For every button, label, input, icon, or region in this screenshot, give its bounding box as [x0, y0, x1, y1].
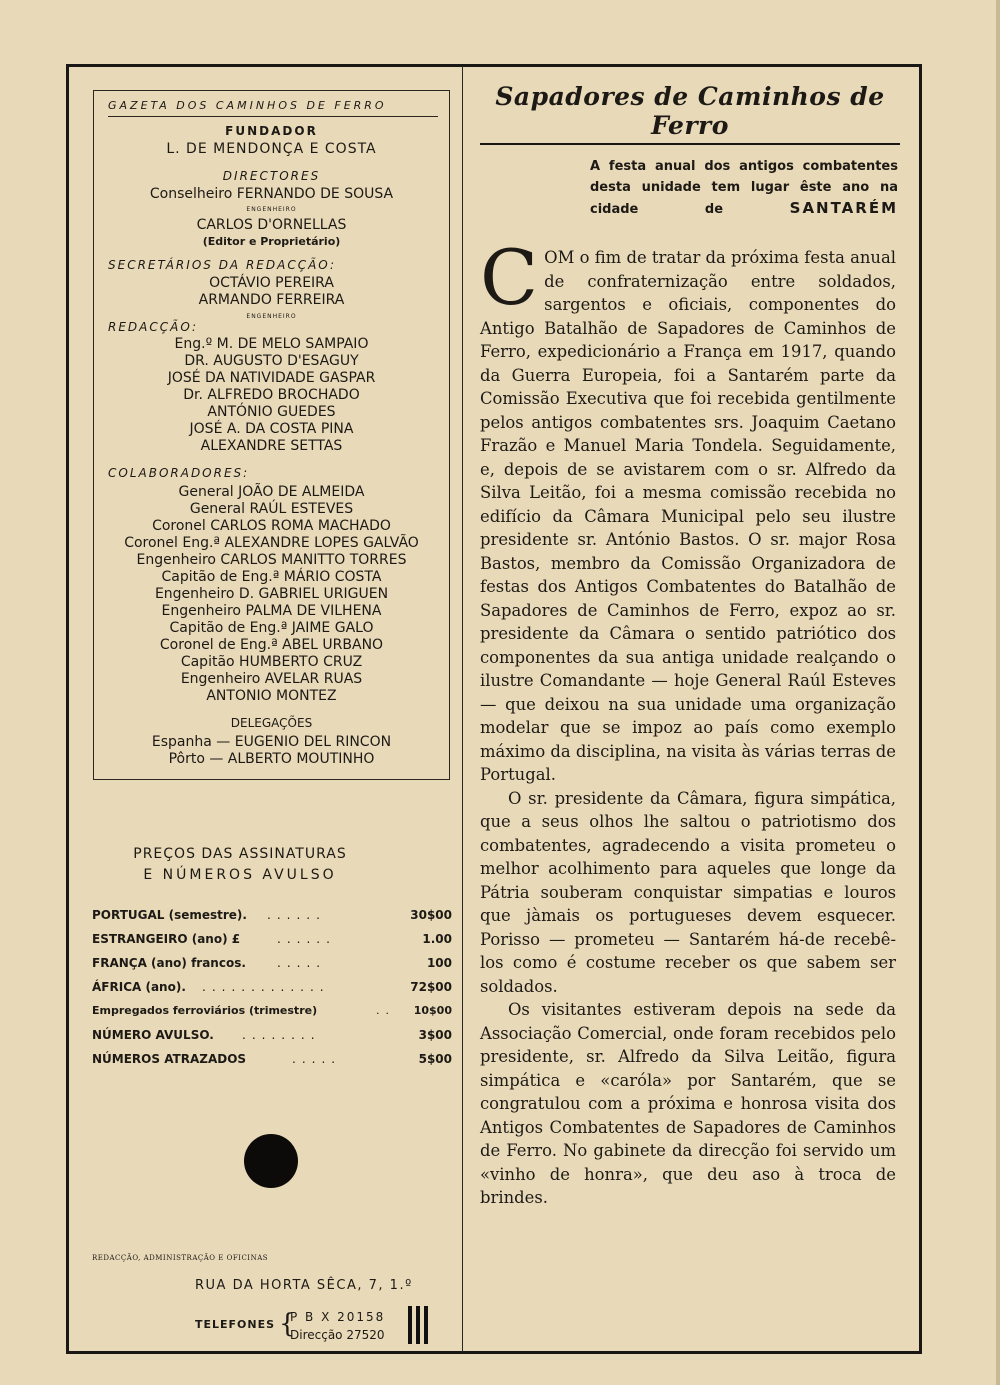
article-title: Sapadores de Caminhos de Ferro [480, 82, 900, 145]
subhead-text: A festa anual dos antigos combatentes desta unidade tem lugar êste ano na cidade de [590, 159, 898, 217]
article-subhead [590, 156, 898, 220]
round-ornament [244, 1134, 298, 1188]
telefones-label: TELEFONES [195, 1318, 276, 1331]
colaborador: Coronel de Eng.ª ABEL URBANO [159, 637, 384, 653]
phone-pbx: P B X 20158 [290, 1310, 386, 1324]
price-row [92, 956, 452, 974]
paragraph-text: OM o fim de tratar da próxima festa anual de confraternização entre soldados, sargentos e oficiais, componentes do Antigo Batalhão de Sapadores de Caminhos de Ferro, expedicionário a França em 1917, quando da Guerra Europeia, foi a Santarém parte da Comissão Executiva que foi recebida gentilmente pelos antigos combatentes srs. Joaquim Caetano Frazão e Manuel Maria Tondela. Seguidamente, e, depois de se avistarem com o sr. Alfredo da Silva Leitão, foi a mesma comissão recebida no edifício da Câmara Municipal pelo seu ilustre presidente sr. António Bastos. O sr. major Rosa Bastos, membro da Comissão Organizadora de festas dos Antigos Combatentes do Batalhão de Sapadores de Caminhos de Ferro, expoz ao sr. presidente da Câmara o sentido patriótico dos componentes da sua antiga unidade realçando o ilustre Comandante — hoje General Raúl Esteves — que deixou na sua unidade uma organização modelar que se impoz ao país como exemplo máximo da disciplina, na visita às várias terras de Portugal. [480, 248, 896, 784]
price-row [92, 932, 452, 950]
director-2: CARLOS D'ORNELLAS [196, 217, 347, 233]
fundador-name: L. DE MENDONÇA E COSTA [166, 141, 377, 157]
masthead-box [93, 90, 450, 780]
colaboradores-head: COLABORADORES: [108, 466, 250, 480]
page-edge [996, 0, 1000, 1385]
price-value: 30$00 [410, 908, 452, 922]
redaccao-member: Dr. ALFREDO BROCHADO [183, 387, 360, 403]
price-value: 1.00 [422, 932, 452, 946]
article-paragraph-3: Os visitantes estiveram depois na sede da Associação Comercial, onde foram recebidos pelo presidente, sr. Alfredo da Silva Leitão, figura simpática e «caróla» por Santarém, que se congratulou com a próxima e honrosa visita dos Antigos Combatentes de Sapadores de Caminhos de Ferro. No gabinete da direcção foi servido um «vinho de honra», que deu aso à troca de brindes. [480, 1000, 896, 1207]
price-label: PORTUGAL (semestre). [92, 908, 247, 922]
colaborador: Engenheiro D. GABRIEL URIGUEN [154, 586, 389, 602]
price-label: NÚMEROS ATRAZADOS [92, 1052, 247, 1066]
price-row [92, 1028, 452, 1046]
column-divider [462, 66, 463, 1352]
price-value: 3$00 [418, 1028, 452, 1042]
dot-leader: ............. [202, 980, 330, 994]
article-paragraph-1 [480, 233, 896, 787]
redaccao-head: REDACÇÃO: [108, 320, 199, 334]
price-row [92, 980, 452, 998]
colaborador: Engenheiro AVELAR RUAS [180, 671, 363, 687]
colaborador: General JOÃO DE ALMEIDA [178, 484, 365, 500]
drop-cap: C [480, 233, 539, 322]
phone-lines [290, 1308, 385, 1344]
price-label: ÁFRICA (ano). [92, 980, 186, 994]
gazeta-title: GAZETA DOS CAMINHOS DE FERRO [108, 97, 438, 117]
article-paragraph-2: O sr. presidente da Câmara, figura simpática, que a seus olhos lhe saltou o patriotismo dos combatentes, agradecendo a visita prometeu o melhor acolhimento para aqueles que longe da Pátria souberam conquistar simpatias e louros que jàmais os portugueses devem esquecer. Porisso — prometeu — Santarém há-de recebê-los como é costume receber os que sabem ser soldados. [480, 788, 896, 996]
dot-leader: ..... [292, 1052, 342, 1066]
delegacao-2: Pôrto — ALBERTO MOUTINHO [168, 751, 375, 767]
colaborador: Capitão HUMBERTO CRUZ [180, 654, 363, 670]
colaborador: Coronel CARLOS ROMA MACHADO [152, 518, 391, 534]
redaccao-address-label: REDACÇÃO, ADMINISTRAÇÃO E OFICINAS [92, 1254, 269, 1262]
price-value: 10$00 [413, 1004, 452, 1017]
dot-leader: ...... [277, 932, 336, 946]
colaborador: General RAÚL ESTEVES [189, 501, 354, 517]
redaccao-member: DR. AUGUSTO D'ESAGUY [184, 353, 359, 369]
price-label: FRANÇA (ano) francos. [92, 956, 246, 970]
price-row [92, 908, 452, 926]
price-label: NÚMERO AVULSO. [92, 1028, 214, 1042]
colaborador: Capitão de Eng.ª MÁRIO COSTA [161, 569, 382, 585]
price-label: ESTRANGEIRO (ano) £ [92, 932, 241, 946]
colaborador: Coronel Eng.ª ALEXANDRE LOPES GALVÃO [124, 535, 419, 551]
brace-glyph: { [279, 1309, 296, 1339]
dot-leader: ..... [277, 956, 327, 970]
fundador-head: FUNDADOR [225, 124, 318, 138]
secretarios-head: SECRETÁRIOS DA REDACÇÃO: [108, 258, 336, 272]
colaborador: Engenheiro CARLOS MANITTO TORRES [136, 552, 407, 568]
secretario-1: OCTÁVIO PEREIRA [209, 275, 334, 291]
secretario-2-title: ENGENHEIRO [246, 313, 297, 320]
secretario-2: ARMANDO FERREIRA [198, 292, 345, 308]
colaborador: Engenheiro PALMA DE VILHENA [161, 603, 382, 619]
article-body [480, 233, 896, 1210]
decorative-bars [408, 1306, 432, 1348]
redaccao-member: ALEXANDRE SETTAS [200, 438, 343, 454]
dot-leader: .. [376, 1004, 395, 1017]
price-value: 100 [426, 956, 452, 970]
dot-leader: ........ [242, 1028, 321, 1042]
street-address: RUA DA HORTA SÊCA, 7, 1.º [195, 1278, 413, 1293]
price-row [92, 1052, 452, 1070]
delegacao-1: Espanha — EUGENIO DEL RINCON [151, 734, 392, 750]
prices-title-2: E NÚMEROS AVULSO [143, 867, 337, 883]
dot-leader: ...... [267, 908, 326, 922]
colaborador: Capitão de Eng.ª JAIME GALO [169, 620, 374, 636]
price-value: 72$00 [410, 980, 452, 994]
subhead-city: SANTARÉM [789, 199, 899, 217]
colaborador: ANTONIO MONTEZ [206, 688, 337, 704]
price-row [92, 1004, 452, 1022]
price-label: Empregados ferroviários (trimestre) [92, 1004, 318, 1017]
redaccao-member: Eng.º M. DE MELO SAMPAIO [174, 336, 369, 352]
redaccao-member: JOSÉ A. DA COSTA PINA [189, 421, 354, 437]
price-value: 5$00 [418, 1052, 452, 1066]
redaccao-member: JOSÉ DA NATIVIDADE GASPAR [167, 370, 376, 386]
director-2-title: (Editor e Proprietário) [202, 235, 341, 248]
redaccao-member: ANTÓNIO GUEDES [207, 404, 336, 420]
directores-head: DIRECTORES [222, 169, 321, 183]
director-1: Conselheiro FERNANDO DE SOUSA [149, 186, 394, 202]
prices-title-1: PREÇOS DAS ASSINATURAS [133, 846, 347, 862]
director-1-title: ENGENHEIRO [246, 206, 297, 213]
phone-direccao: Direcção 27520 [290, 1328, 385, 1342]
delegacoes-head: DELEGAÇÕES [230, 716, 313, 730]
